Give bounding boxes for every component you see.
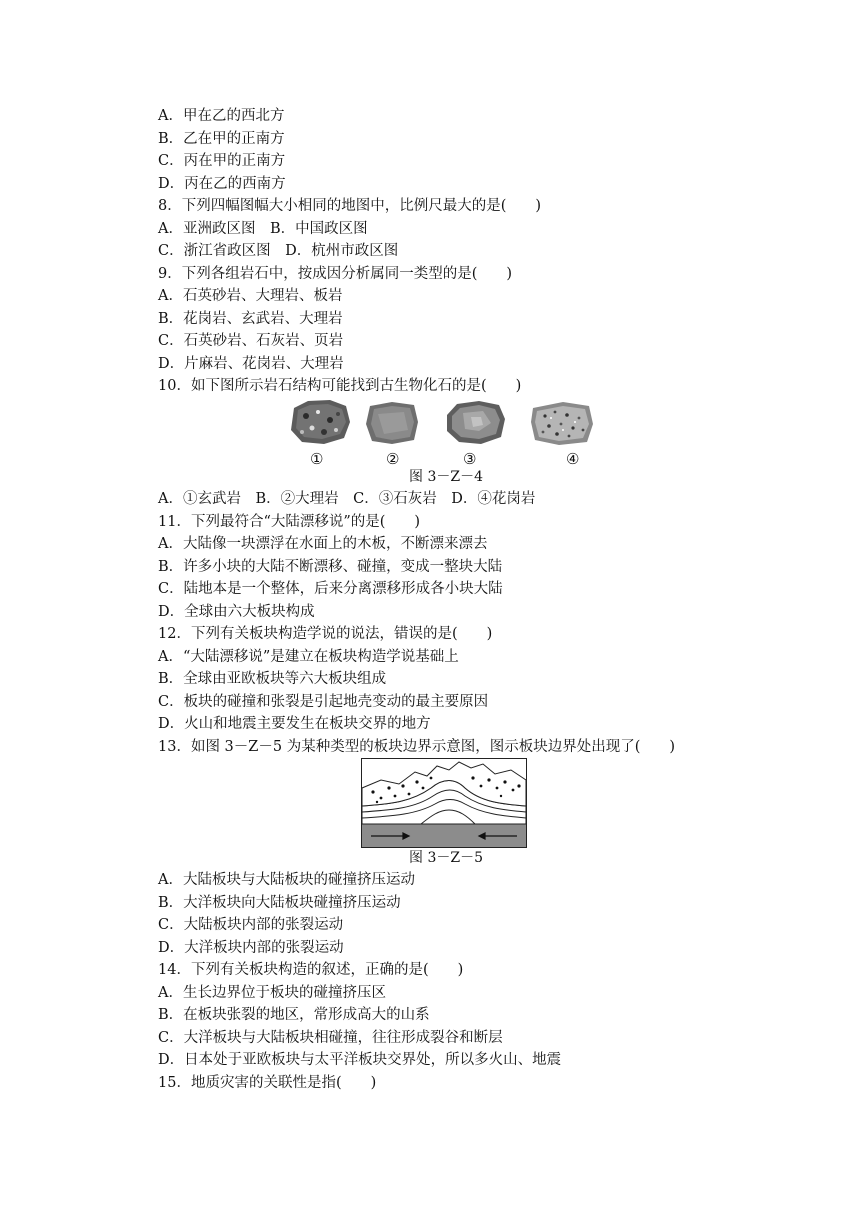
text-line: B．乙在甲的正南方 — [158, 130, 285, 147]
text-line: A．亚洲政区图 B．中国政区图 — [158, 220, 368, 237]
text-line: D．全球由六大板块构成 — [158, 603, 315, 620]
text-line: A．生长边界位于板块的碰撞挤压区 — [158, 984, 386, 1001]
text-line: C．浙江省政区图 D．杭州市政区图 — [158, 243, 399, 259]
text-line: D．日本处于亚欧板块与太平洋板块交界处，所以多火山、地震 — [158, 1052, 562, 1068]
plate-boundary-diagram — [361, 758, 527, 848]
question-9: 9．下列各组岩石中，按成因分析属同一类型的是( ) — [158, 265, 513, 282]
text-line: B．许多小块的大陆不断漂移、碰撞，变成一整块大陆 — [158, 558, 503, 575]
rock-label-2: ② — [386, 450, 400, 468]
figure-caption: 图 3－Z－5 — [409, 850, 483, 866]
question-12: 12．下列有关板块构造学说的说法，错误的是( ) — [158, 626, 493, 642]
text-line: C．陆地本是一个整体，后来分离漂移形成各小块大陆 — [158, 581, 503, 597]
text-line: A．甲在乙的西北方 — [158, 108, 285, 124]
question-13: 13．如图 3－Z－5 为某种类型的板块边界示意图，图示板块边界处出现了( ) — [158, 738, 676, 755]
text-line: A．大陆像一块漂浮在水面上的木板，不断漂来漂去 — [158, 536, 488, 552]
question-8: 8．下列四幅图幅大小相同的地图中，比例尺最大的是( ) — [158, 198, 542, 214]
question-14: 14．下列有关板块构造的叙述，正确的是( ) — [158, 962, 464, 978]
text-line: B．花岗岩、玄武岩、大理岩 — [158, 310, 343, 327]
rock-image-limestone — [443, 399, 507, 446]
text-line: A．“大陆漂移说”是建立在板块构造学说基础上 — [158, 648, 459, 665]
rock-image-basalt — [288, 398, 352, 446]
text-line: C．大陆板块内部的张裂运动 — [158, 917, 344, 933]
text-line: A．大陆板块与大陆板块的碰撞挤压运动 — [158, 872, 415, 888]
text-line: C．板块的碰撞和张裂是引起地壳变动的最主要原因 — [158, 693, 489, 710]
rock-label-1: ① — [310, 450, 324, 468]
question-10: 10．如下图所示岩石结构可能找到古生物化石的是( ) — [158, 378, 522, 394]
question-15: 15．地质灾害的关联性是指( ) — [158, 1074, 377, 1091]
text-line: C．石英砂岩、石灰岩、页岩 — [158, 333, 344, 349]
text-line: B．在板块张裂的地区，常形成高大的山系 — [158, 1007, 430, 1023]
text-line: A．石英砂岩、大理岩、板岩 — [158, 288, 343, 304]
text-line: B．全球由亚欧板块等六大板块组成 — [158, 671, 387, 687]
text-line: C．大洋板块与大陆板块相碰撞，往往形成裂谷和断层 — [158, 1029, 503, 1046]
text-line: D．火山和地震主要发生在板块交界的地方 — [158, 716, 431, 732]
text-line: D．大洋板块内部的张裂运动 — [158, 939, 344, 956]
text-line: D．丙在乙的西南方 — [158, 175, 286, 192]
rock-image-granite — [529, 400, 595, 446]
text-line: C．丙在甲的正南方 — [158, 153, 286, 169]
text-line: A．①玄武岩 B．②大理岩 C．③石灰岩 D．④花岗岩 — [158, 491, 536, 507]
question-11: 11．下列最符合“大陆漂移说”的是( ) — [158, 513, 421, 530]
text-line: B．大洋板块向大陆板块碰撞挤压运动 — [158, 894, 401, 911]
rock-label-4: ④ — [566, 450, 580, 468]
rock-label-3: ③ — [463, 450, 477, 468]
figure-caption: 图 3－Z－4 — [409, 469, 483, 485]
text-line: D．片麻岩、花岗岩、大理岩 — [158, 355, 344, 372]
rock-image-marble — [364, 400, 420, 446]
